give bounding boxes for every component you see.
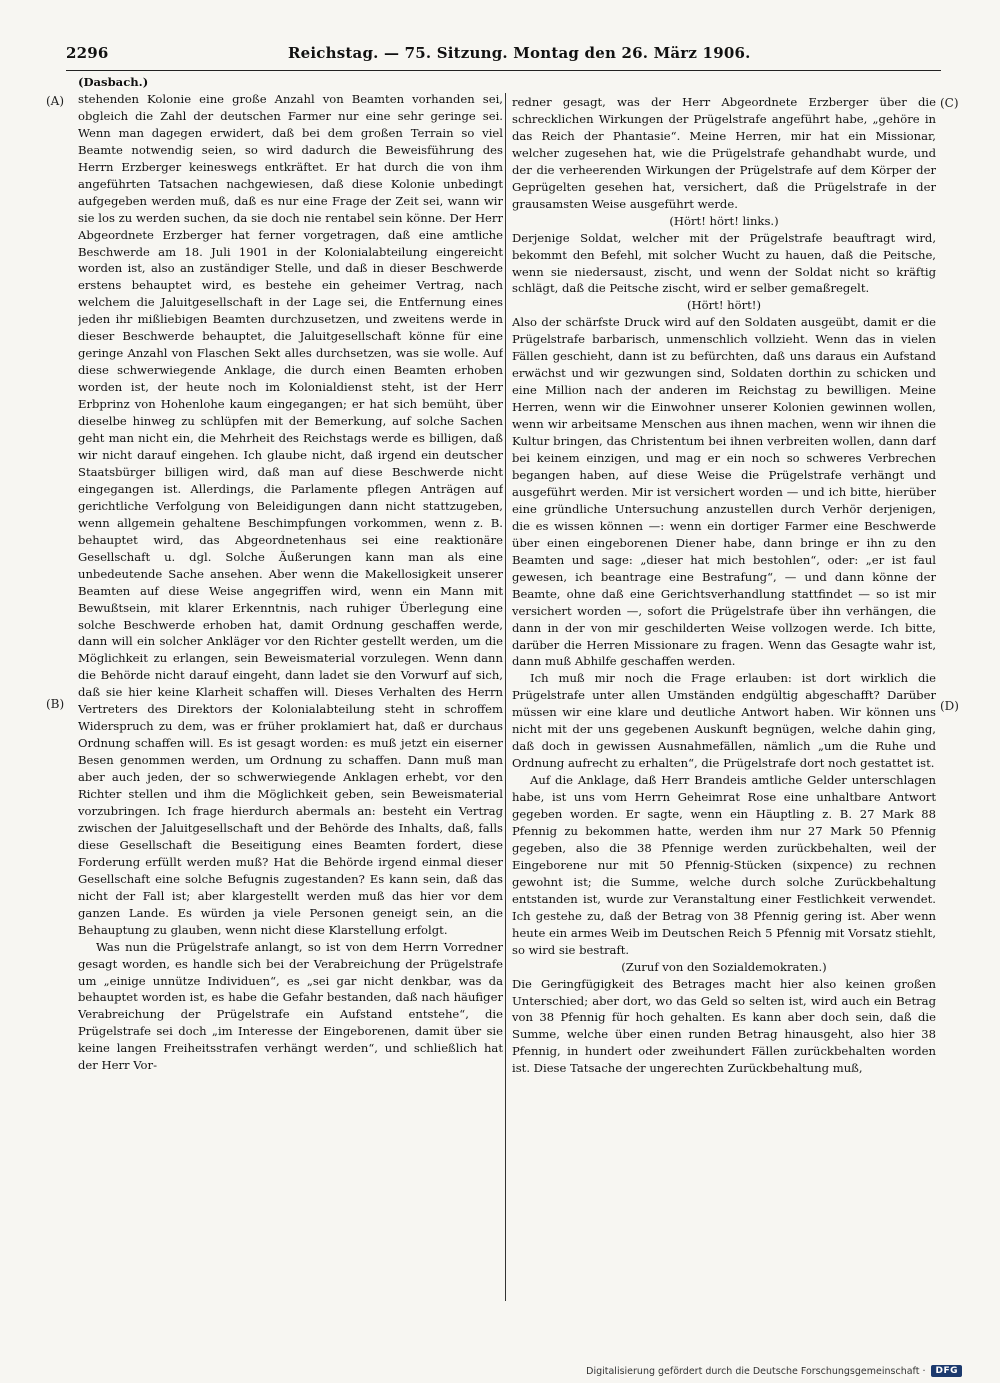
paragraph: redner gesagt, was der Herr Abgeordnete Erzberger über die schrecklichen Wirkungen der Prügelstrafe angeführt habe, „gehöre in das Reich der Phantasie“. Meine Herren, mir hat ein Missionar, welcher zugesehen hat, wie die Prügelstrafe gehandhabt wurde, und der die verheerenden Wirkungen der Prügelstrafe auf dem Körper der Geprügelten gesehen hat, versichert, daß die Prügelstrafe in der grausamsten Weise ausgeführt werde.: [512, 95, 936, 211]
speaker-name: (Dasbach.): [78, 75, 149, 89]
margin-label-c: (C): [940, 96, 959, 110]
left-column: [78, 74, 503, 1310]
dfg-logo-icon: DFG: [931, 1365, 962, 1377]
digitization-credit: [586, 1365, 962, 1377]
margin-label-a: (A): [46, 94, 65, 108]
page-header: [66, 44, 941, 68]
paragraph: Ich muß mir noch die Frage erlauben: ist dort wirklich die Prügelstrafe unter allen Umständen endgültig abgeschafft? Darüber müssen wir eine klare und deutliche Antwort haben. Wir können uns nicht mit der uns gegebenen Auskunft begnügen, welche dahin ging, daß doch in gewissen Ausnahmefällen, nämlich „um die Ruhe und Ordnung aufrecht zu erhalten“, die Prügelstrafe dort noch gestattet ist.: [512, 671, 936, 771]
paragraph: Was nun die Prügelstrafe anlangt, so ist von dem Herrn Vorredner gesagt worden, es handle sich bei der Verabreichung der Prügelstrafe um „einige unnütze Individuen“, es „sei gar nicht denkbar, was da behauptet worden ist, es habe die Gefahr bestanden, daß nach häufiger Verabreichung der Prügelstrafe ein Aufstand entstehe“, die Prügelstrafe sei doch „im Interesse der Eingeborenen, damit über sie keine langen Freiheitsstrafen verhängt werden“, und schließlich hat der Herr Vor-: [78, 939, 503, 1073]
paragraph: Die Geringfügigkeit des Betrages macht hier also keinen großen Unterschied; aber dort, wo das Geld so selten ist, wird auch ein Betrag von 38 Pfennig für hoch gehalten. Es kann aber doch sein, daß die Summe, welche über einen runden Betrag hinausgeht, also hier 38 Pfennig, in hundert oder zweihundert Fällen zurückbehalten worden ist. Diese Tatsache der ungerechten Zurückbehaltung muß,: [512, 976, 936, 1076]
page-number: 2296: [66, 44, 109, 62]
interjection: (Hört! hört!): [687, 298, 761, 313]
paragraph: Also der schärfste Druck wird auf den Soldaten ausgeübt, damit er die Prügelstrafe barbarisch, unmenschlich vollzieht. Wenn das in vielen Fällen geschieht, dann ist zu befürchten, daß uns daraus ein Aufstand erwächst und wir gezwungen sind, Soldaten dorthin zu schicken und eine Million nach der anderen im Reichstag zu bewilligen. Meine Herren, wenn wir die Einwohner unserer Kolonien gewinnen wollen, wenn wir arbeitsame Menschen aus ihnen machen, wenn wir ihnen die Kultur bringen, das Christentum bei ihnen verbreiten wollen, dann darf bei keinem einzigen, und mag er ein noch so schweres Verbrechen begangen haben, auf diese Weise die Prügelstrafe verhängt und ausgeführt werden. Mir ist versichert worden — und ich bitte, hierüber eine gründliche Untersuchung anzustellen durch Verhör derjenigen, die es wissen können —: wenn ein dortiger Farmer eine Beschwerde über einen eingeborenen Diener habe, dann bringe er ihn zu den Beamten und sage: „dieser hat mich bestohlen“, oder: „er ist faul gewesen, ich beantrage eine Bestrafung“, — und dann könne der Beamte, ohne daß eine Gerichtsverhandlung stattfindet — so ist mir versichert worden —, sofort die Prügelstrafe über ihn verhängen, die dann in der von mir geschilderten Weise vollzogen werde. Ich bitte, darüber die Herren Missionare zu fragen. Wenn das Gesagte wahr ist, dann muß Abhilfe geschaffen werden.: [512, 315, 936, 669]
margin-label-d: (D): [940, 699, 959, 713]
column-divider: [505, 93, 506, 1301]
header-rule: [66, 70, 941, 71]
margin-label-b: (B): [46, 697, 65, 711]
right-column: [512, 94, 936, 1310]
paragraph: stehenden Kolonie eine große Anzahl von Beamten vorhanden sei, obgleich die Zahl der deutschen Farmer nur eine sehr geringe sei. Wenn man dagegen erwidert, daß bei dem großen Terrain so viel Beamte notwendig seien, so wird dadurch die Beweisführung des Herrn Erzberger keineswegs entkräftet. Er hat durch die von ihm angeführten Tatsachen nachgewiesen, daß diese Kolonie unbedingt aufgegeben werden muß, daß es nur eine Frage der Zeit sei, wann wir sie los zu werden suchen, da sie doch nie rentabel sein könne. Der Herr Abgeordnete Erzberger hat ferner vorgetragen, daß eine amtliche Beschwerde am 18. Juli 1901 in der Kolonialabteilung eingereicht worden ist, also an zuständiger Stelle, und daß in dieser Beschwerde erstens behauptet wird, es bestehe ein geheimer Vertrag, nach welchem die Jaluitgesellschaft in der Lage sei, die Entfernung eines jeden ihr mißliebigen Beamten durchzusetzen, und zweitens werde in dieser Beschwerde behauptet, die Jaluitgesellschaft könne für eine geringe Anzahl von Flaschen Sekt alles durchsetzen, was sie wolle. Auf diese schwerwiegende Anklage, die durch einen Beamten erhoben worden ist, der heute noch im Kolonialdienst steht, ist der Herr Erbprinz von Hohenlohe kaum eingegangen; er hat sich bemüht, über dieselbe hinweg zu schlüpfen mit der Bemerkung, auf solche Sachen geht man nicht ein, die Mehrheit des Reichstags werde es billigen, daß wir nicht darauf eingehen. Ich glaube nicht, daß irgend ein deutscher Staatsbürger billigen wird, daß man auf diese Beschwerde nicht eingegangen ist. Allerdings, die Parlamente pflegen Anträgen auf gerichtliche Verfolgung von Beleidigungen dann nicht stattzugeben, wenn allgemein gehaltene Beschimpfungen vorkommen, wenn z. B. behauptet wird, das Abgeordnetenhaus sei eine reaktionäre Gesellschaft u. dgl. Solche Äußerungen kann man als eine unbedeutende Sache ansehen. Aber wenn die Makellosigkeit unserer Beamten auf diese Weise angegriffen wird, wenn ein Mann mit Bewußtsein, mit klarer Erkenntnis, nach ruhiger Überlegung eine solche Beschwerde erhoben hat, damit Ordnung geschaffen werde, dann will ein solcher Ankläger vor den Richter gestellt werden, um die Möglichkeit zu erlangen, sein Beweismaterial vorzulegen. Wenn dann die Behörde nicht darauf eingeht, dann ladet sie den Vorwurf auf sich, daß sie hier keine Klarheit schaffen will. Dieses Verhalten des Herrn Vertreters des Direktors der Kolonialabteilung steht in schroffem Widerspruch zu dem, was er früher proklamiert hat, daß er durchaus Ordnung schaffen will. Es ist gesagt worden: es muß jetzt ein eiserner Besen genommen werden, um Ordnung zu schaffen. Dann muß man aber auch jeden, der so schwerwiegende Anklagen erhebt, vor den Richter stellen und ihm die Möglichkeit geben, sein Beweismaterial vorzubringen. Ich frage hierdurch abermals an: besteht ein Vertrag zwischen der Jaluitgesellschaft und der Behörde des Inhalts, daß, falls diese Gesellschaft die Beseitigung eines Beamten fordert, diese Forderung erfüllt werden muß? Hat die Behörde irgend einmal dieser Gesellschaft eine solche Befugnis zugestanden? Es kann sein, daß das nicht der Fall ist; aber klargestellt werden muß das hier vor dem ganzen Lande. Es würden ja viele Personen geneigt sein, an die Behauptung zu glauben, wenn nicht diese Klarstellung erfolgt.: [78, 91, 503, 937]
paragraph: Derjenige Soldat, welcher mit der Prügelstrafe beauftragt wird, bekommt den Befehl, mit solcher Wucht zu hauen, daß die Peitsche, wenn sie niedersaust, zischt, und wenn der Soldat nicht so kräftig schlägt, daß die Peitsche zischt, wird er selber gemaßregelt.: [512, 230, 936, 296]
paragraph: Auf die Anklage, daß Herr Brandeis amtliche Gelder unterschlagen habe, ist uns vom Herrn Geheimrat Rose eine unhaltbare Antwort gegeben worden. Er sagte, wenn ein Häuptling z. B. 27 Mark 88 Pfennig zu bekommen hatte, werden ihm nur 27 Mark 50 Pfennig gegeben, also die 38 Pfennige werden zurückbehalten, weil der Eingeborene nur mit 50 Pfennig-Stücken (sixpence) zu rechnen gewohnt ist; die Summe, welche durch solche Zurückbehaltung entstanden ist, wurde zur Veranstaltung einer Festlichkeit verwendet. Ich gestehe zu, daß der Betrag von 38 Pfennig gering ist. Aber wenn heute ein armes Weib im Deutschen Reich 5 Pfennig mit Vorsatz stiehlt, so wird sie bestraft.: [512, 773, 936, 957]
interjection: (Hört! hört! links.): [669, 213, 779, 228]
running-title: Reichstag. — 75. Sitzung. Montag den 26. März 1906.: [288, 44, 751, 62]
credit-text: Digitalisierung gefördert durch die Deutsche Forschungsgemeinschaft ·: [586, 1365, 926, 1377]
interjection: (Zuruf von den Sozialdemokraten.): [621, 959, 827, 974]
